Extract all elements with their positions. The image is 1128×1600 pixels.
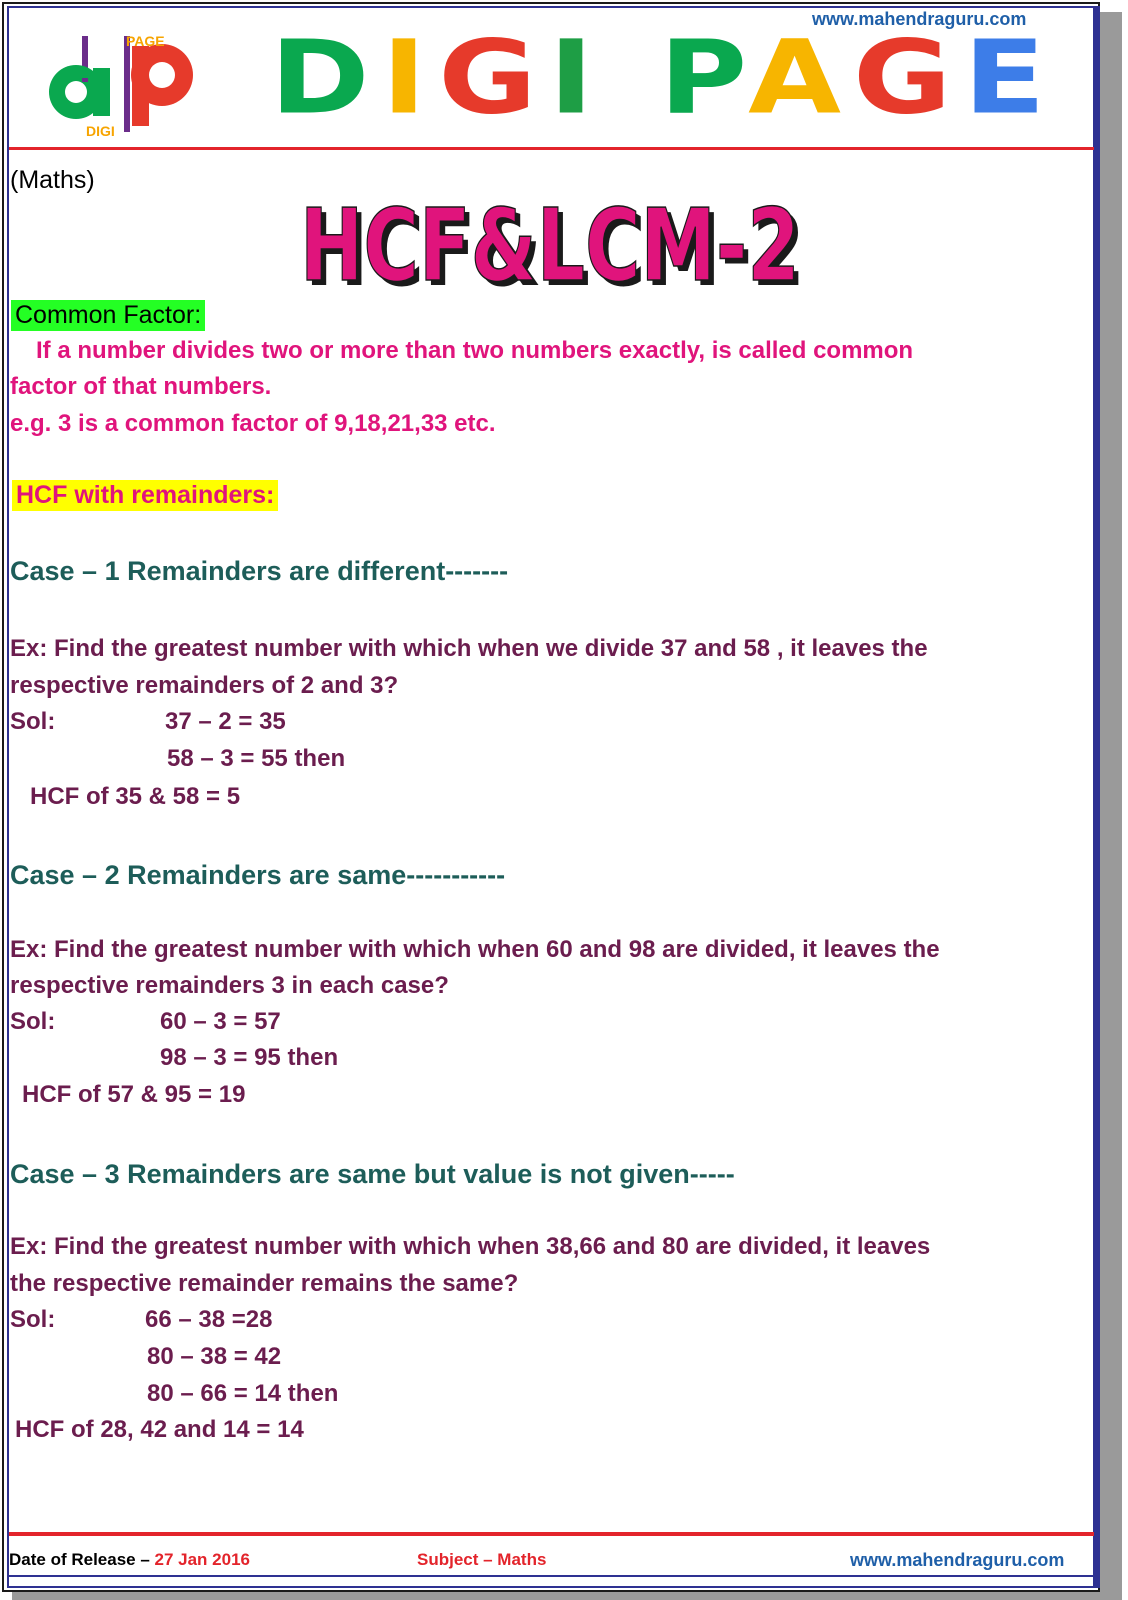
case-1-title: Case – 1 Remainders are different------- [10,556,509,586]
case-2-result: HCF of 57 & 95 = 19 [22,1081,246,1108]
digi-title-letter: G [853,19,964,138]
case-3-sol-label: Sol: [10,1306,56,1333]
case-1-question-line-1: Ex: Find the greatest number with which when we divide 37 and 58 , it leaves the [10,635,928,662]
case-3-step-2: 80 – 38 = 42 [147,1343,282,1370]
digi-title-letter: I [548,19,606,138]
footer-date-value: 27 Jan 2016 [154,1550,250,1569]
footer-bottom-line [9,1575,1094,1577]
page-border-right [1094,6,1100,1588]
case-3-question-line-1: Ex: Find the greatest number with which when 38,66 and 80 are divided, it leaves [10,1233,931,1260]
header-divider [9,147,1094,150]
case-1-step-2: 58 – 3 = 55 then [167,745,346,772]
logo-mark-icon [44,34,214,138]
case-1-result: HCF of 35 & 58 = 5 [30,783,241,810]
hcf-remainders-heading: HCF with remainders: [12,480,278,511]
logo-page-text: PAGE [126,33,165,49]
case-2-step-1: 60 – 3 = 57 [160,1008,281,1035]
case-3-step-1: 66 – 38 =28 [145,1306,273,1333]
page-shadow-right [1100,12,1122,1596]
digi-title-letter: A [748,19,854,138]
case-2-question-line-2: respective remainders 3 in each case? [10,972,449,999]
case-1-sol-label: Sol: [10,708,56,735]
digi-title-letter: E [963,19,1058,138]
footer-site-url[interactable]: www.mahendraguru.com [850,1550,1065,1570]
common-factor-example: e.g. 3 is a common factor of 9,18,21,33 etc. [10,410,496,437]
main-title-shadow: HCF&LCM-2 [305,195,805,305]
page-shadow-bottom [12,1592,1122,1600]
case-2-title: Case – 2 Remainders are same----------- [10,860,506,890]
case-1-step-1: 37 – 2 = 35 [165,708,286,735]
digi-page-logo [44,34,214,138]
footer-divider [9,1532,1094,1536]
digi-title-letter: P [659,19,749,138]
subject-label: (Maths) [10,166,95,194]
common-factor-heading: Common Factor: [11,300,205,331]
case-3-title: Case – 3 Remainders are same but value is not given----- [10,1159,735,1189]
digi-title-letter: D [270,19,382,138]
case-2-step-2: 98 – 3 = 95 then [160,1044,339,1071]
case-3-result: HCF of 28, 42 and 14 = 14 [15,1416,304,1443]
logo-digi-text: DIGI [86,123,115,139]
footer-date-label: Date of Release – [9,1550,155,1569]
footer-subject: Subject – Maths [417,1550,547,1569]
common-factor-line-2: factor of that numbers. [10,373,272,400]
digi-title-letter [605,19,659,137]
case-3-step-3: 80 – 66 = 14 then [147,1380,339,1407]
case-2-sol-label: Sol: [10,1008,56,1035]
digi-title-letter: G [438,19,549,138]
footer-release-date [9,1550,250,1570]
main-title-text: HCF&LCM-2 [300,195,800,304]
case-2-question-line-1: Ex: Find the greatest number with which when 60 and 98 are divided, it leaves the [10,936,940,963]
case-3-question-line-2: the respective remainder remains the same? [10,1270,519,1297]
case-1-question-line-2: respective remainders of 2 and 3? [10,672,399,699]
digi-title-letter: I [381,19,439,138]
common-factor-line-1: If a number divides two or more than two numbers exactly, is called common [36,337,914,364]
header-site-url[interactable]: www.mahendraguru.com [812,9,1027,29]
main-title [300,195,820,305]
